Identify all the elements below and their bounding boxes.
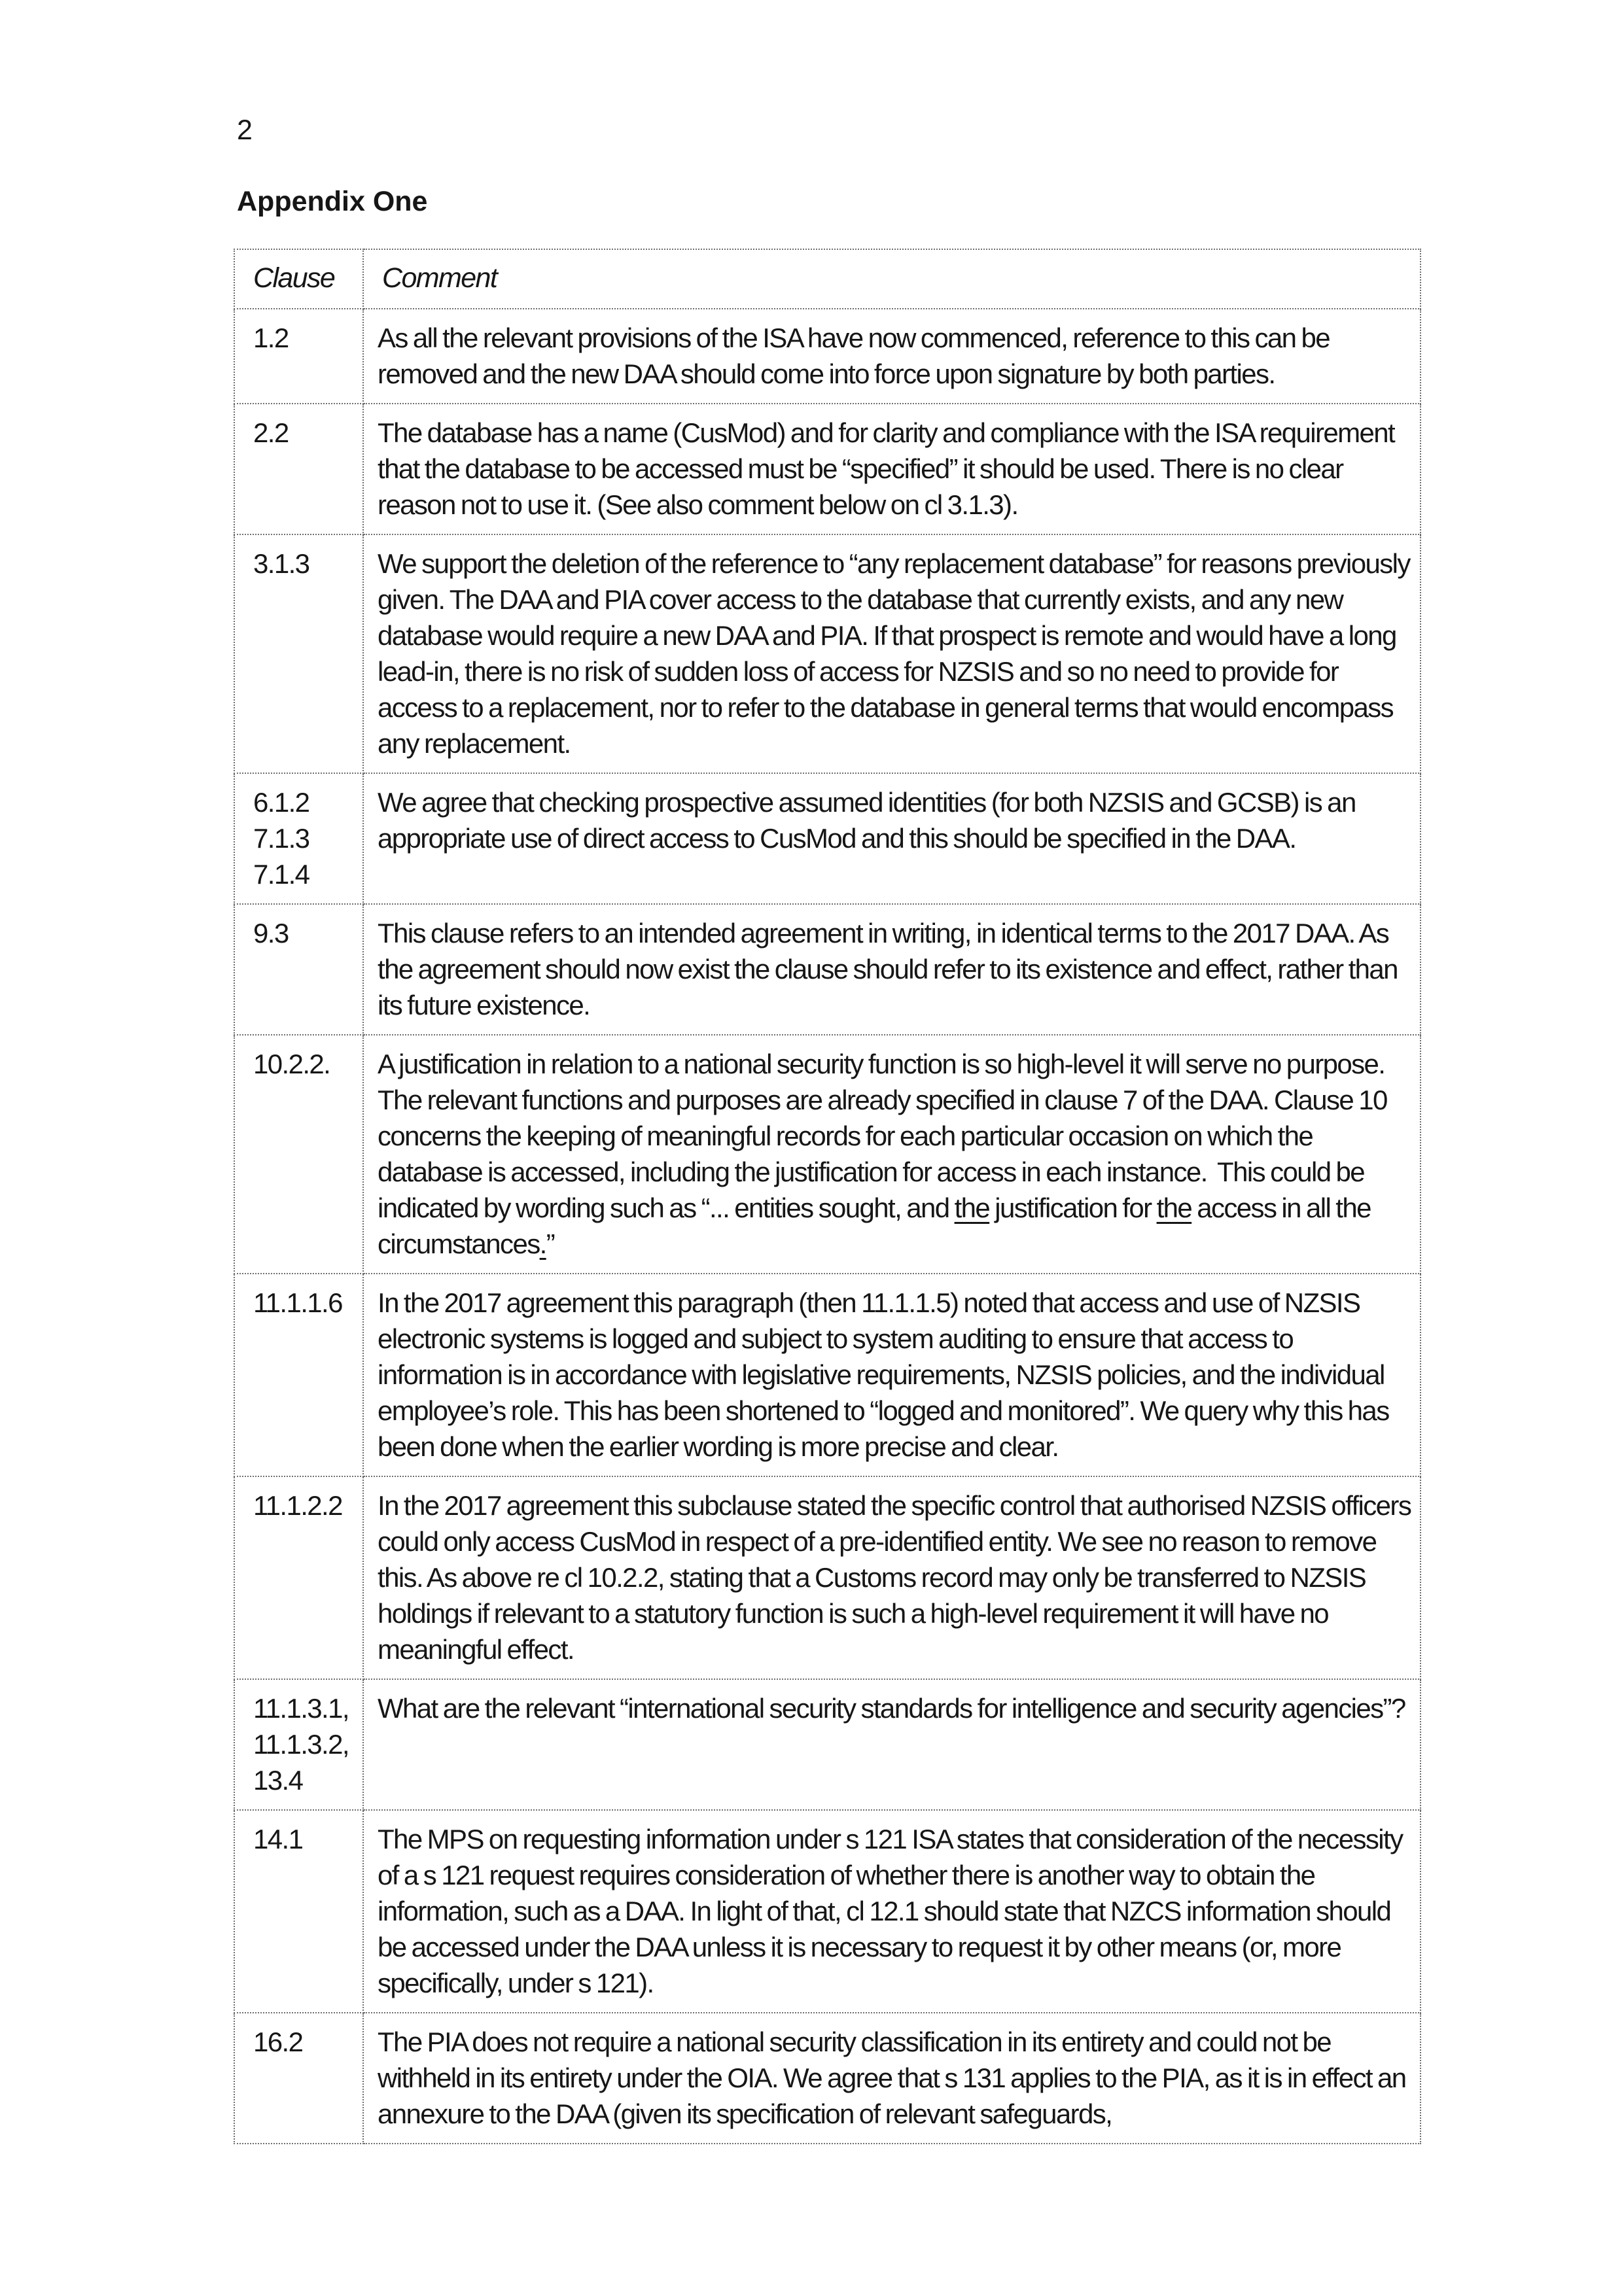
table-row — [234, 1679, 1421, 1810]
clause-cell — [234, 1274, 363, 1476]
comment-cell — [363, 309, 1421, 404]
comment-cell — [363, 404, 1421, 534]
comment-text: We support the deletion of the reference to “any replacement database” for reasons previously given. The DAA and PIA cover access to the database that currently exists, and any new database would require a new DAA and PIA. If that prospect is remote and would have a long lead-in, there is no risk of sudden loss of access for NZSIS and so no need to provide for access to a replacement, nor to refer to the database in general terms that would encompass any replacement. — [378, 548, 1410, 759]
comment-text: ” — [546, 1228, 555, 1259]
clause-cell — [234, 1035, 363, 1274]
comment-text: This clause refers to an intended agreement in writing, in identical terms to the 2017 DAA. As the agreement should now exist the clause should refer to its existence and effect, rather than its future existence. — [378, 918, 1398, 1020]
comment-cell — [363, 1476, 1421, 1679]
table-row — [234, 1810, 1421, 2013]
clause-number: 16.2 — [253, 2026, 303, 2057]
comment-text: In the 2017 agreement this paragraph (then 11.1.1.5) noted that access and use of NZSIS electronic systems is logged and subject to system auditing to ensure that access to information is in accordance with legislative requirements, NZSIS policies, and the individual employee’s role. This has been shortened to “logged and monitored”. We query why this has been done when the earlier wording is more precise and clear. — [378, 1287, 1389, 1462]
comment-cell — [363, 1679, 1421, 1810]
comment-text: What are the relevant “international security standards for intelligence and security agencies”? — [378, 1693, 1405, 1724]
table-row — [234, 773, 1421, 904]
comment-cell — [363, 1035, 1421, 1274]
clause-number: 13.4 — [253, 1765, 303, 1796]
comment-text: The database has a name (CusMod) and for clarity and compliance with the ISA requirement that the database to be accessed must be “specified” it should be used. There is no clear reason not to use it. (See also comment below on cl 3.1.3). — [378, 417, 1395, 520]
comment-cell — [363, 773, 1421, 904]
comment-text-underlined: . — [539, 1228, 546, 1259]
comment-cell — [363, 2013, 1421, 2144]
clause-cell — [234, 309, 363, 404]
comment-text: access in all the circumstances — [378, 1192, 1371, 1259]
comment-text: A justification in relation to a national security function is so high-level it will serve no purpose. The relevant functions and purposes are already specified in clause 7 of the DAA. Clause 10 concerns the keeping of meaningful records for each particular occasion on which the database is accessed, including the justification for access in each instance. This could be indicated by wording such as “... entities sought, and — [378, 1049, 1387, 1223]
clause-cell — [234, 1810, 363, 2013]
clause-number: 3.1.3 — [253, 548, 309, 579]
clause-cell — [234, 904, 363, 1035]
table-header-row — [234, 249, 1421, 309]
comment-text: In the 2017 agreement this subclause stated the specific control that authorised NZSIS officers could only access CusMod in respect of a pre-identified entity. We see no reason to remove this. As above re cl 10.2.2, stating that a Customs record may only be transferred to NZSIS holdings if relevant to a statutory function is such a high-level requirement it will have no meaningful effect. — [378, 1490, 1411, 1665]
clause-number: 1.2 — [253, 322, 289, 353]
clause-number: 11.1.3.2, — [253, 1729, 349, 1760]
comment-text: The MPS on requesting information under s 121 ISA states that consideration of the necessity of a s 121 request requires consideration of whether there is another way to obtain the information, such as a DAA. In light of that, cl 12.1 should state that NZCS information should be accessed under the DAA unless it is necessary to request it by other means (or, more specifically, under s 121). — [378, 1824, 1403, 1998]
clause-number: 7.1.4 — [253, 859, 309, 890]
table-row — [234, 1476, 1421, 1679]
appendix-heading: Appendix One — [237, 186, 428, 217]
table-row — [234, 2013, 1421, 2144]
clause-cell — [234, 1679, 363, 1810]
clause-cell — [234, 534, 363, 773]
comment-text: We agree that checking prospective assumed identities (for both NZSIS and GCSB) is an appropriate use of direct access to CusMod and this should be specified in the DAA. — [378, 787, 1356, 854]
comment-column-header: Comment — [363, 249, 1421, 309]
comment-text: The PIA does not require a national security classification in its entirety and could not be withheld in its entirety under the OIA. We agree that s 131 applies to the PIA, as it is in effect an annexure to the DAA (given its specification of relevant safeguards, — [378, 2026, 1406, 2129]
clause-number: 11.1.3.1, — [253, 1693, 349, 1724]
comment-cell — [363, 904, 1421, 1035]
page-number: 2 — [237, 114, 253, 146]
clause-cell — [234, 2013, 363, 2144]
clause-number: 10.2.2. — [253, 1049, 330, 1079]
comment-cell — [363, 1274, 1421, 1476]
table-row — [234, 904, 1421, 1035]
clause-number: 9.3 — [253, 918, 289, 948]
comment-cell — [363, 534, 1421, 773]
clause-number: 7.1.3 — [253, 823, 309, 854]
clause-number: 11.1.1.6 — [253, 1287, 342, 1318]
clause-comment-table — [234, 249, 1421, 2144]
clause-cell — [234, 404, 363, 534]
comment-text-underlined: the — [954, 1192, 990, 1223]
comment-text-underlined: the — [1156, 1192, 1192, 1223]
clause-column-header: Clause — [234, 249, 363, 309]
table-row — [234, 534, 1421, 773]
comment-text: justification for — [989, 1192, 1157, 1223]
clause-number: 6.1.2 — [253, 787, 309, 818]
table-row — [234, 404, 1421, 534]
comment-text: As all the relevant provisions of the ISA have now commenced, reference to this can be removed and the new DAA should come into force upon signature by both parties. — [378, 322, 1330, 389]
table-row — [234, 309, 1421, 404]
table-body — [234, 309, 1421, 2144]
table-row — [234, 1274, 1421, 1476]
clause-number: 14.1 — [253, 1824, 303, 1854]
table-row — [234, 1035, 1421, 1274]
comment-cell — [363, 1810, 1421, 2013]
clause-cell — [234, 1476, 363, 1679]
clause-number: 2.2 — [253, 417, 289, 448]
clause-number: 11.1.2.2 — [253, 1490, 342, 1521]
clause-cell — [234, 773, 363, 904]
